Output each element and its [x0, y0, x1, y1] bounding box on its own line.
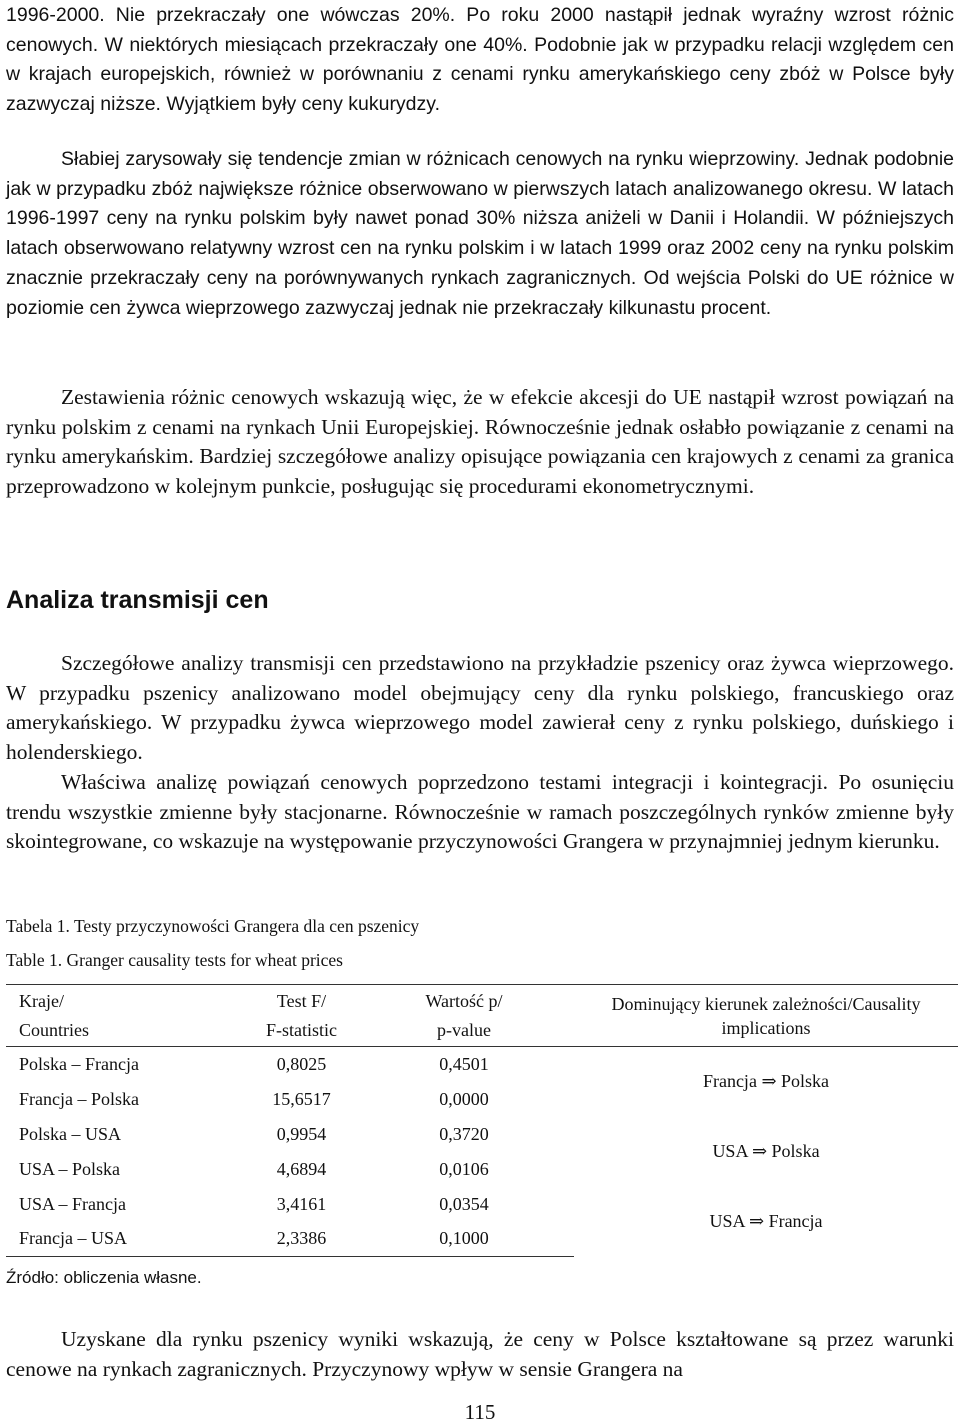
cell-countries: Polska – Francja [19, 1053, 139, 1074]
paragraph-transmission-analysis: Szczegółowe analizy transmisji cen przedstawiono na przykładzie pszenicy oraz żywca wieprzowego. W przypadku pszenicy analizowano model obejmujący ceny dla rynku polskiego, francuskiego oraz amerykańskiego. W przypadku żywca wieprzowego model zawierał ceny z rynku polskiego, duńskiego i holenderskiego. [6, 651, 954, 765]
cell-f-statistic: 2,3386 [249, 1222, 354, 1257]
table-row [6, 1047, 958, 1082]
paragraph-pork-market: Słabiej zarysowały się tendencje zmian w różnicach cenowych na rynku wieprzowiny. Jednak podobnie jak w przypadku zbóż największe różnice obserwowano w pierwszych latach analizowanego okresu. W latach 1996-1997 ceny na rynku polskim były nawet ponad 30% niższa aniżeli w Danii i Holandii. W późniejszych latach obserwowano relatywny wzrost cen na rynku polskim i w latach 1999 oraz 2002 ceny na rynku polskim znacznie przekraczały ceny na porównywanych rynkach zagranicznych. Od wejścia Polski do UE różnice w poziomie cen żywca wieprzowego zazwyczaj jednak nie przekraczały kilkunastu procent. [6, 148, 954, 319]
cell-countries: USA – Francja [19, 1193, 126, 1214]
header-f-statistic: Test F/ F-statistic [249, 985, 354, 1047]
implies-arrow-icon: ⇒ [751, 1141, 768, 1161]
header-causality-direction: Dominujący kierunek zależności/Causality implications [574, 985, 958, 1047]
header-countries: Kraje/ Countries [6, 985, 249, 1047]
table-header-row [6, 985, 958, 1047]
cell-f-statistic: 4,6894 [276, 1158, 327, 1179]
cell-p-value: 0,3720 [439, 1123, 489, 1144]
cell-causality-implication: USA ⇒ Polska [712, 1141, 820, 1161]
header-p-value: Wartość p/ p-value [354, 985, 574, 1047]
table-caption-english: Table 1. Granger causality tests for wheat prices [6, 950, 343, 970]
table-row [6, 1117, 958, 1152]
cell-p-value: 0,4501 [439, 1053, 489, 1074]
implies-arrow-icon: ⇒ [761, 1071, 777, 1092]
table-source-note: Źródło: obliczenia własne. [6, 1268, 202, 1287]
cell-f-statistic: 0,9954 [276, 1123, 327, 1144]
cell-f-statistic: 3,4161 [276, 1193, 327, 1214]
cell-causality-implication: USA ⇒ Francja [709, 1211, 823, 1231]
cell-countries: USA – Polska [19, 1158, 121, 1179]
paragraph-price-differences-cereals: 1996-2000. Nie przekraczały one wówczas 20%. Po roku 2000 nastąpił jednak wyraźny wzrost różnic cenowych. W niektórych miesiącach przekraczały one 40%. Podobnie jak w przypadku relacji względem cen w krajach europejskich, również w porównaniu z cenami rynku amerykańskiego ceny zbóż w Polsce były zazwyczaj niższe. Wyjątkiem były ceny kukurydzy. [6, 4, 954, 116]
cell-f-statistic: 15,6517 [272, 1088, 331, 1109]
table-row [6, 1187, 958, 1222]
granger-causality-table [6, 984, 958, 1257]
cell-p-value: 0,1000 [354, 1222, 574, 1257]
cell-p-value: 0,0106 [439, 1158, 489, 1179]
cell-f-statistic: 0,8025 [276, 1053, 327, 1074]
paragraph-eu-accession-summary: Zestawienia różnic cenowych wskazują więc, że w efekcie akcesji do UE nastąpił wzrost powiązań na rynku polskim z cenami na rynkach Unii Europejskiej. Równocześnie jednak osłabło powiązanie z cenami na rynku amerykańskim. Bardziej szczegółowe analizy opisujące powiązania cen krajowych z cenami za granica przeprowadzono w kolejnym punkcie, posługując się procedurami ekonometrycznymi. [6, 385, 954, 499]
paragraph-wheat-results: Uzyskane dla rynku pszenicy wyniki wskazują, że ceny w Polsce kształtowane są przez warunki cenowe na rynkach zagranicznych. Przyczynowy wpływ w sensie Grangera na [6, 1327, 954, 1381]
cell-countries: Francja – USA [6, 1222, 249, 1257]
cell-p-value: 0,0354 [439, 1193, 489, 1214]
cell-p-value: 0,0000 [439, 1088, 489, 1109]
section-heading: Analiza transmisji cen [6, 586, 269, 614]
cell-countries: Francja – Polska [19, 1088, 139, 1109]
cell-countries: Polska – USA [19, 1123, 122, 1144]
page-number: 115 [464, 1400, 496, 1424]
paragraph-cointegration: Właściwa analizę powiązań cenowych poprzedzono testami integracji i kointegracji. Po osunięciu trendu wszystkie zmienne były stacjonarne. Równocześnie w ramach poszczególnych rynków zmienne były skointegrowane, co wskazuje na występowanie przyczynowości Grangera w przynajmniej jednym kierunku. [6, 770, 954, 854]
table-caption-polish: Tabela 1. Testy przyczynowości Grangera dla cen pszenicy [6, 916, 420, 936]
implies-arrow-icon: ⇒ [748, 1211, 765, 1231]
cell-causality-implication: Francja ⇒ Polska [702, 1071, 830, 1092]
